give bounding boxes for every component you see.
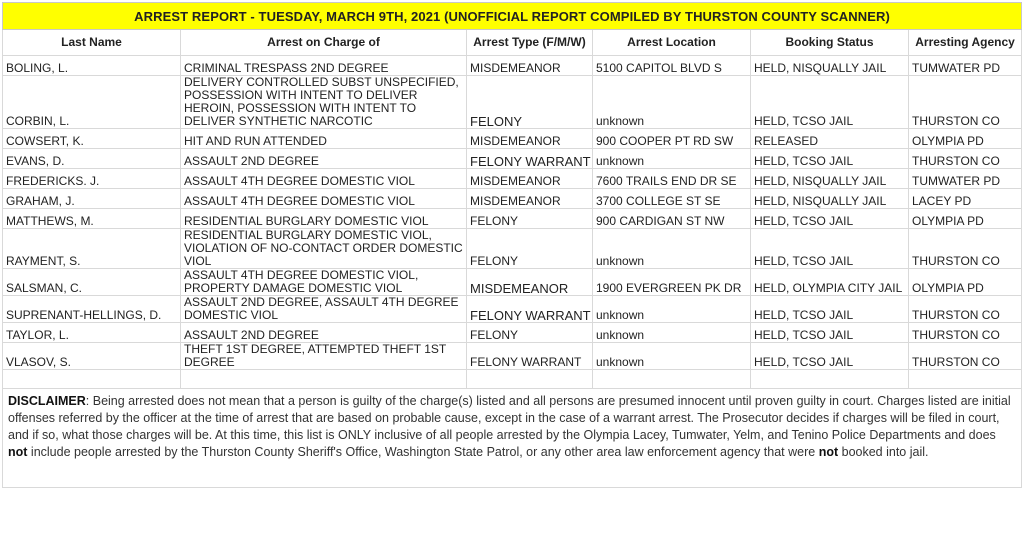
cell-last-name: SALSMAN, C. xyxy=(3,269,181,296)
col-header-last-name: Last Name xyxy=(3,30,181,56)
cell-arrest-type: FELONY xyxy=(467,323,593,343)
disclaimer-emphasis: not xyxy=(8,445,28,459)
table-row xyxy=(3,76,1022,129)
cell-booking-status: RELEASED xyxy=(751,129,909,149)
cell-charge: ASSAULT 2ND DEGREE xyxy=(181,149,467,169)
table-row xyxy=(3,169,1022,189)
cell-last-name: VLASOV, S. xyxy=(3,343,181,370)
cell-charge: ASSAULT 2ND DEGREE xyxy=(181,323,467,343)
cell-booking-status: HELD, TCSO JAIL xyxy=(751,76,909,129)
cell-last-name: EVANS, D. xyxy=(3,149,181,169)
cell-location: unknown xyxy=(593,343,751,370)
cell-booking-status: HELD, TCSO JAIL xyxy=(751,343,909,370)
cell-location: 7600 TRAILS END DR SE xyxy=(593,169,751,189)
cell-arrest-type: FELONY WARRANT xyxy=(467,296,593,323)
col-header-location: Arrest Location xyxy=(593,30,751,56)
arrest-report-sheet xyxy=(2,2,1021,488)
cell-location: unknown xyxy=(593,296,751,323)
disclaimer-text: : Being arrested does not mean that a person is guilty of the charge(s) listed and all persons are presumed innocent until proven guilty in court. Charges listed are initial offenses referred by the officer at the time of arrest that are based on probable cause, except in the case of a warrant arrest. The Prosecutor decides if charges will be filed in court, and if so, what those charges will be. At this time, this list is ONLY inclusive of all people arrested by the Olympia Lacey, Tumwater, Yelm, and Tenino Police Departments and does xyxy=(8,394,1011,442)
cell-agency: OLYMPIA PD xyxy=(909,129,1022,149)
cell-location: 900 CARDIGAN ST NW xyxy=(593,209,751,229)
cell-last-name: BOLING, L. xyxy=(3,56,181,76)
cell-location: 1900 EVERGREEN PK DR xyxy=(593,269,751,296)
cell-agency: OLYMPIA PD xyxy=(909,269,1022,296)
cell-location: 900 COOPER PT RD SW xyxy=(593,129,751,149)
cell-last-name: SUPRENANT-HELLINGS, D. xyxy=(3,296,181,323)
table-row xyxy=(3,323,1022,343)
cell-location: unknown xyxy=(593,323,751,343)
cell-booking-status: HELD, NISQUALLY JAIL xyxy=(751,169,909,189)
cell-charge: ASSAULT 4TH DEGREE DOMESTIC VIOL xyxy=(181,189,467,209)
cell-agency: OLYMPIA PD xyxy=(909,209,1022,229)
cell-booking-status: HELD, TCSO JAIL xyxy=(751,323,909,343)
cell-last-name: MATTHEWS, M. xyxy=(3,209,181,229)
table-row xyxy=(3,343,1022,370)
cell-agency: THURSTON CO xyxy=(909,343,1022,370)
cell-arrest-type: MISDEMEANOR xyxy=(467,56,593,76)
cell-agency: TUMWATER PD xyxy=(909,56,1022,76)
cell-agency: THURSTON CO xyxy=(909,149,1022,169)
table-row xyxy=(3,209,1022,229)
cell-charge: ASSAULT 4TH DEGREE DOMESTIC VIOL, PROPERTY DAMAGE DOMESTIC VIOL xyxy=(181,269,467,296)
cell-booking-status: HELD, NISQUALLY JAIL xyxy=(751,56,909,76)
cell-agency: THURSTON CO xyxy=(909,296,1022,323)
cell-charge: RESIDENTIAL BURGLARY DOMESTIC VIOL xyxy=(181,209,467,229)
cell-charge: ASSAULT 4TH DEGREE DOMESTIC VIOL xyxy=(181,169,467,189)
cell-agency: TUMWATER PD xyxy=(909,169,1022,189)
cell-arrest-type: FELONY xyxy=(467,229,593,269)
cell-arrest-type: FELONY WARRANT xyxy=(467,343,593,370)
cell-charge: HIT AND RUN ATTENDED xyxy=(181,129,467,149)
cell-booking-status: HELD, TCSO JAIL xyxy=(751,229,909,269)
cell-location: 5100 CAPITOL BLVD S xyxy=(593,56,751,76)
cell-arrest-type: MISDEMEANOR xyxy=(467,189,593,209)
table-row xyxy=(3,189,1022,209)
cell-last-name: GRAHAM, J. xyxy=(3,189,181,209)
table-row xyxy=(3,129,1022,149)
arrest-report-table xyxy=(2,2,1022,488)
cell-charge: DELIVERY CONTROLLED SUBST UNSPECIFIED, POSSESSION WITH INTENT TO DELIVER HEROIN, POSSESSION WITH INTENT TO DELIVER SYNTHETIC NARCOTIC xyxy=(181,76,467,129)
cell-arrest-type: FELONY xyxy=(467,209,593,229)
table-row xyxy=(3,149,1022,169)
cell-agency: THURSTON CO xyxy=(909,229,1022,269)
cell-last-name: TAYLOR, L. xyxy=(3,323,181,343)
table-row xyxy=(3,56,1022,76)
col-header-arrest-type: Arrest Type (F/M/W) xyxy=(467,30,593,56)
cell-location: unknown xyxy=(593,76,751,129)
cell-booking-status: HELD, TCSO JAIL xyxy=(751,209,909,229)
report-title: ARREST REPORT - TUESDAY, MARCH 9TH, 2021 (UNOFFICIAL REPORT COMPILED BY THURSTON COUNTY SCANNER) xyxy=(3,3,1022,30)
cell-location: unknown xyxy=(593,149,751,169)
cell-charge: ASSAULT 2ND DEGREE, ASSAULT 4TH DEGREE DOMESTIC VIOL xyxy=(181,296,467,323)
cell-location: 3700 COLLEGE ST SE xyxy=(593,189,751,209)
col-header-booking-status: Booking Status xyxy=(751,30,909,56)
cell-booking-status: HELD, NISQUALLY JAIL xyxy=(751,189,909,209)
cell-booking-status: HELD, OLYMPIA CITY JAIL xyxy=(751,269,909,296)
cell-arrest-type: MISDEMEANOR xyxy=(467,269,593,296)
cell-agency: LACEY PD xyxy=(909,189,1022,209)
disclaimer xyxy=(3,389,1022,488)
cell-charge: RESIDENTIAL BURGLARY DOMESTIC VIOL, VIOLATION OF NO-CONTACT ORDER DOMESTIC VIOL xyxy=(181,229,467,269)
col-header-charge: Arrest on Charge of xyxy=(181,30,467,56)
cell-charge: CRIMINAL TRESPASS 2ND DEGREE xyxy=(181,56,467,76)
disclaimer-text: include people arrested by the Thurston County Sheriff's Office, Washington State Patrol, or any other area law enforcement agency that were xyxy=(27,445,819,459)
cell-agency: THURSTON CO xyxy=(909,76,1022,129)
cell-location: unknown xyxy=(593,229,751,269)
table-row xyxy=(3,269,1022,296)
cell-last-name: CORBIN, L. xyxy=(3,76,181,129)
cell-arrest-type: MISDEMEANOR xyxy=(467,129,593,149)
cell-arrest-type: FELONY WARRANT xyxy=(467,149,593,169)
cell-arrest-type: FELONY xyxy=(467,76,593,129)
cell-charge: THEFT 1ST DEGREE, ATTEMPTED THEFT 1ST DEGREE xyxy=(181,343,467,370)
disclaimer-text: booked into jail. xyxy=(838,445,929,459)
table-row xyxy=(3,229,1022,269)
blank-row xyxy=(3,370,1022,389)
cell-booking-status: HELD, TCSO JAIL xyxy=(751,149,909,169)
cell-last-name: FREDERICKS. J. xyxy=(3,169,181,189)
cell-arrest-type: MISDEMEANOR xyxy=(467,169,593,189)
table-row xyxy=(3,296,1022,323)
cell-last-name: COWSERT, K. xyxy=(3,129,181,149)
cell-agency: THURSTON CO xyxy=(909,323,1022,343)
cell-last-name: RAYMENT, S. xyxy=(3,229,181,269)
col-header-agency: Arresting Agency xyxy=(909,30,1022,56)
cell-booking-status: HELD, TCSO JAIL xyxy=(751,296,909,323)
disclaimer-emphasis: not xyxy=(818,445,839,459)
disclaimer-label: DISCLAIMER xyxy=(8,394,86,408)
